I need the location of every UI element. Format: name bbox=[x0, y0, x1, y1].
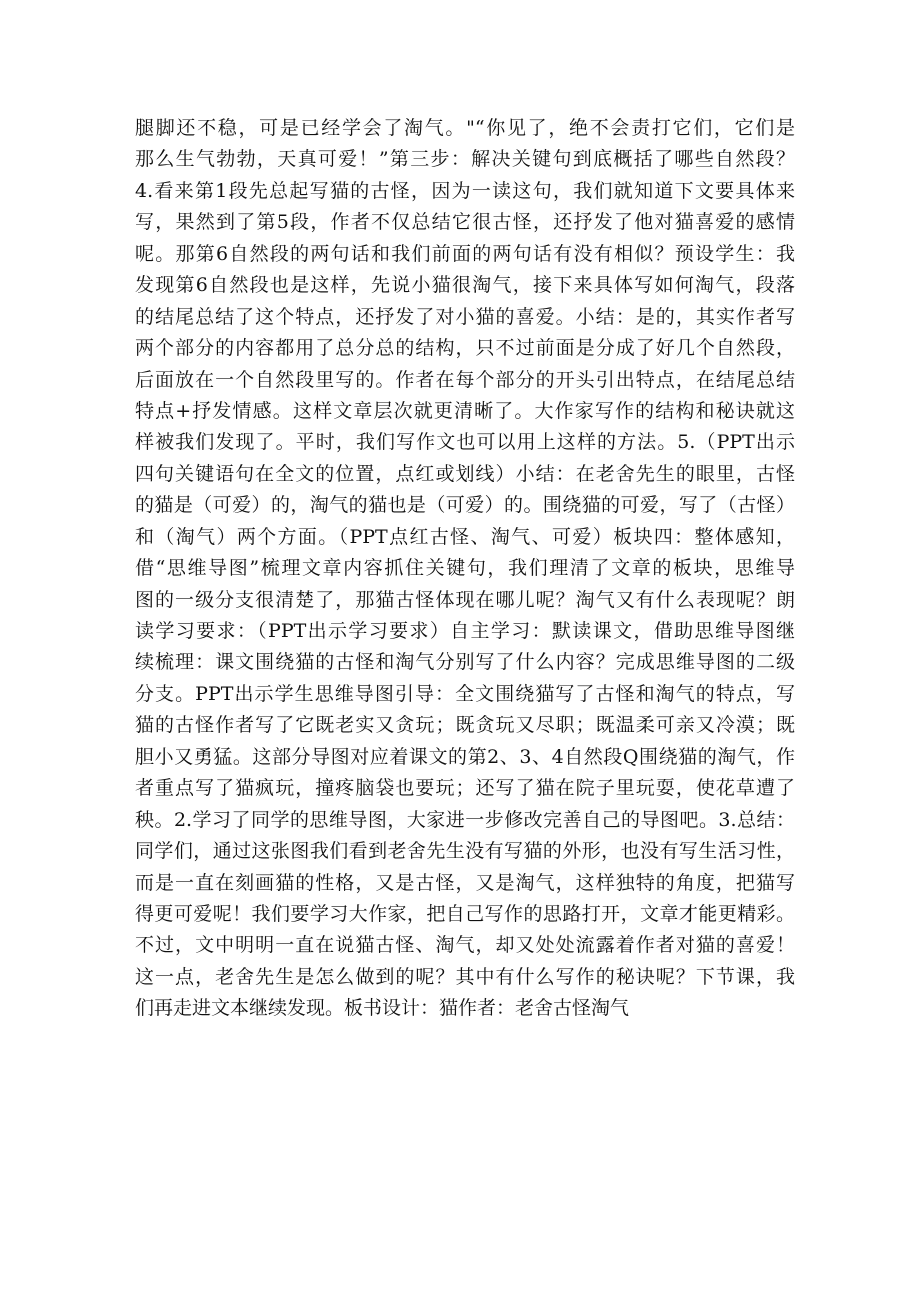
text-line: 发现第6自然段也是这样，先说小猫很淘气，接下来具体写如何淘气，段落 bbox=[135, 274, 795, 297]
text-line: 分支。PPT出示学生思维导图引导：全文围绕猫写了古怪和淘气的特点，写 bbox=[135, 682, 795, 705]
text-line: 续梳理：课文围绕猫的古怪和淘气分别写了什么内容？完成思维导图的二级 bbox=[135, 651, 795, 674]
text-line: 这一点，老舍先生是怎么做到的呢？其中有什么写作的秘诀呢？下节课，我 bbox=[135, 965, 795, 988]
text-line: 两个部分的内容都用了总分总的结构，只不过前面是分成了好几个自然段， bbox=[135, 337, 795, 360]
text-line: 写，果然到了第5段，作者不仅总结它很古怪，还抒发了他对猫喜爱的感情 bbox=[135, 211, 795, 234]
text-line: 得更可爱呢！我们要学习大作家，把自己写作的思路打开，文章才能更精彩。 bbox=[135, 902, 795, 925]
text-line: 的结尾总结了这个特点，还抒发了对小猫的喜爱。小结：是的，其实作者写 bbox=[135, 305, 795, 328]
text-line: 四句关键语句在全文的位置，点红或划线）小结：在老舍先生的眼里，古怪 bbox=[135, 462, 795, 485]
text-line: 而是一直在刻画猫的性格，又是古怪，又是淘气，这样独特的角度，把猫写 bbox=[135, 871, 795, 894]
text-line: 图的一级分支很清楚了，那猫古怪体现在哪儿呢？淘气又有什么表现呢？朗 bbox=[135, 588, 795, 611]
text-line: 们再走进文本继续发现。板书设计：猫作者：老舍古怪淘气 bbox=[135, 997, 630, 1020]
text-line: 同学们，通过这张图我们看到老舍先生没有写猫的外形，也没有写生活习性， bbox=[135, 840, 795, 863]
text-line: 借“思维导图”梳理文章内容抓住关键句，我们理清了文章的板块，思维导 bbox=[135, 557, 795, 580]
text-line: 的猫是（可爱）的，淘气的猫也是（可爱）的。围绕猫的可爱，写了（古怪） bbox=[135, 494, 795, 517]
text-line: 特点+抒发情感。这样文章层次就更清晰了。大作家写作的结构和秘诀就这 bbox=[135, 399, 795, 422]
body-text bbox=[135, 113, 795, 1025]
text-line: 读学习要求：（PPT出示学习要求）自主学习：默读课文，借助思维导图继 bbox=[135, 620, 795, 642]
text-line: 猫的古怪作者写了它既老实又贪玩；既贪玩又尽职；既温柔可亲又冷漠；既 bbox=[135, 714, 795, 737]
text-line: 胆小又勇猛。这部分导图对应着课文的第2、3、4自然段Q围绕猫的淘气，作 bbox=[135, 745, 795, 768]
text-line: 秧。2.学习了同学的思维导图，大家进一步修改完善自己的导图吧。3.总结： bbox=[135, 808, 795, 831]
text-line: 样被我们发现了。平时，我们写作文也可以用上这样的方法。5.（PPT出示 bbox=[135, 431, 795, 454]
text-line: 和（淘气）两个方面。（PPT点红古怪、淘气、可爱）板块四：整体感知， bbox=[135, 525, 795, 548]
text-line: 者重点写了猫疯玩，撞疼脑袋也要玩；还写了猫在院子里玩耍，使花草遭了 bbox=[135, 777, 795, 800]
text-line: 4.看来第1段先总起写猫的古怪，因为一读这句，我们就知道下文要具体来 bbox=[135, 179, 795, 202]
text-line: 腿脚还不稳，可是已经学会了淘气。"“你见了，绝不会责打它们，它们是 bbox=[135, 117, 795, 139]
text-line: 后面放在一个自然段里写的。作者在每个部分的开头引出特点，在结尾总结 bbox=[135, 368, 795, 391]
text-line: 呢。那第6自然段的两句话和我们前面的两句话有没有相似？预设学生：我 bbox=[135, 242, 795, 265]
text-line: 那么生气勃勃，天真可爱！”第三步：解决关键句到底概括了哪些自然段？ bbox=[135, 148, 795, 171]
text-line: 不过，文中明明一直在说猫古怪、淘气，却又处处流露着作者对猫的喜爱！ bbox=[135, 934, 795, 957]
